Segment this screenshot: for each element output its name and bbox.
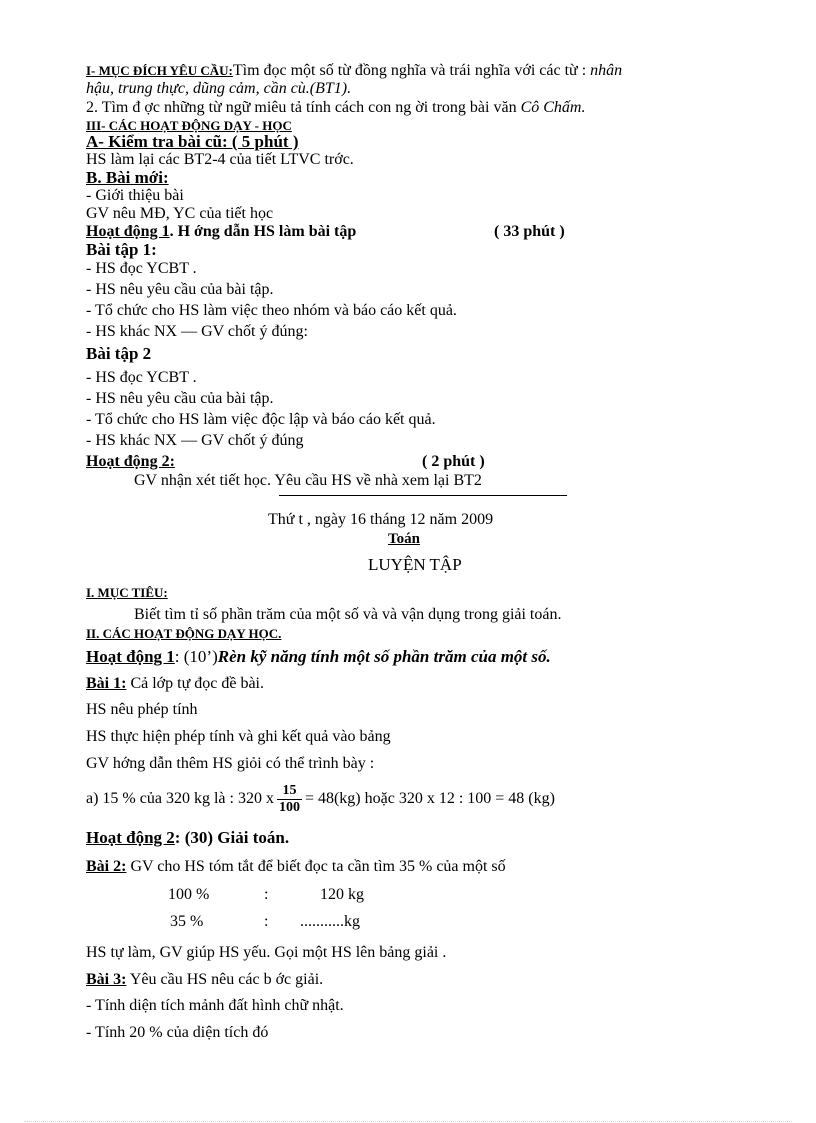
step-line: HS thực hiện phép tính và ghi kết quả vào bảng [86,728,391,745]
goal-line: GV nêu MĐ, YC của tiết học [86,205,274,222]
list-item: - HS nêu yêu cầu của bài tập. [86,390,274,407]
section-heading-activities: III- CÁC HOẠT ĐỘNG DẠY - HỌC [86,118,292,133]
review-text: HS làm lại các BT2-4 của tiết LTVC trớc. [86,151,354,168]
step-line: - Tính diện tích mảnh đất hình chữ nhật. [86,997,344,1014]
list-item: - HS khác NX — GV chốt ý đúng: [86,323,308,340]
activity-2-heading: Hoạt động 2: ( 2 phút ) [86,453,485,470]
exercise-1-line: Bài 1: Cả lớp tự đọc đề bài. [86,675,264,692]
list-item: - Tổ chức cho HS làm việc theo nhóm và báo cáo kết quả. [86,302,457,319]
step-line: - Tính 20 % của diện tích đó [86,1024,269,1041]
activity-2-math-heading: Hoạt động 2: (30) Giải toán. [86,828,290,847]
list-item: - HS khác NX — GV chốt ý đúng [86,432,304,449]
activity-1-heading: Hoạt động 1. H ớng dẫn HS làm bài tập ( 33 phút ) [86,223,565,240]
goal-text: Biết tìm tỉ số phần trăm của một số và và vận dụng trong giải toán. [134,606,562,623]
section-heading-objectives: I- MỤC ĐÍCH YÊU CẦU: [86,63,233,78]
section-heading-goals: I. MỤC TIÊU: [86,585,168,600]
step-line: HS tự làm, GV giúp HS yếu. Gọi một HS lên bảng giải . [86,944,447,961]
intro-line: - Giới thiệu bài [86,187,184,204]
step-line: GV hớng dẫn thêm HS giỏi có thể trình bày : [86,755,375,772]
summary-row: 100 % : 120 kg [168,886,364,903]
calculation-line: a) 15 % của 320 kg là : 320 x $\frac{15}{100}$ = 48(kg) hoặc 320 x 12 : 100 = 48 (kg) [86,782,555,815]
heading-review: A- Kiểm tra bài cũ: ( 5 phút ) [86,132,299,151]
list-item: - HS nêu yêu cầu của bài tập. [86,281,274,298]
lesson-title: LUYỆN TẬP [368,555,462,574]
subject-title: Toán [388,531,420,547]
list-item: - HS đọc YCBT . [86,369,197,386]
exercise-2-heading: Bài tập 2 [86,344,152,363]
list-item: - Tổ chức cho HS làm việc độc lập và báo cáo kết quả. [86,411,436,428]
activity-1-math-heading: Hoạt động 1: (10’)Rèn kỹ năng tính một số phần trăm của một số. [86,647,551,666]
date-line: Thứ t , ngày 16 tháng 12 năm 2009 [268,511,494,528]
step-line: HS nêu phép tính [86,701,198,718]
summary-row: 35 % : ...........kg [170,913,360,930]
closing-line: GV nhận xét tiết học. Yêu cầu HS về nhà xem lại BT2 [134,472,482,489]
exercise-2-line: Bài 2: GV cho HS tóm tắt để biết đọc ta cần tìm 35 % của một số [86,858,506,875]
page-bottom-border [24,1121,792,1122]
divider [279,495,567,496]
fraction: $\frac{15}{100}$ [278,782,300,815]
section-heading-teaching: II. CÁC HOẠT ĐỘNG DẠY HỌC. [86,626,282,641]
objective-line-3: 2. Tìm đ ợc những từ ngữ miêu tả tính cách con ng ời trong bài văn Cô Chấm. [86,99,586,116]
heading-new-lesson: B. Bài mới: [86,168,169,187]
exercise-1-heading: Bài tập 1: [86,240,157,259]
objective-line-1: I- MỤC ĐÍCH YÊU CẦU:Tìm đọc một số từ đồng nghĩa và trái nghĩa với các từ : nhân [86,62,623,79]
exercise-3-line: Bài 3: Yêu cầu HS nêu các b ớc giải. [86,971,324,988]
objective-line-2: hậu, trung thực, dũng cảm, cần cù.(BT1). [86,80,352,97]
list-item: - HS đọc YCBT . [86,260,197,277]
